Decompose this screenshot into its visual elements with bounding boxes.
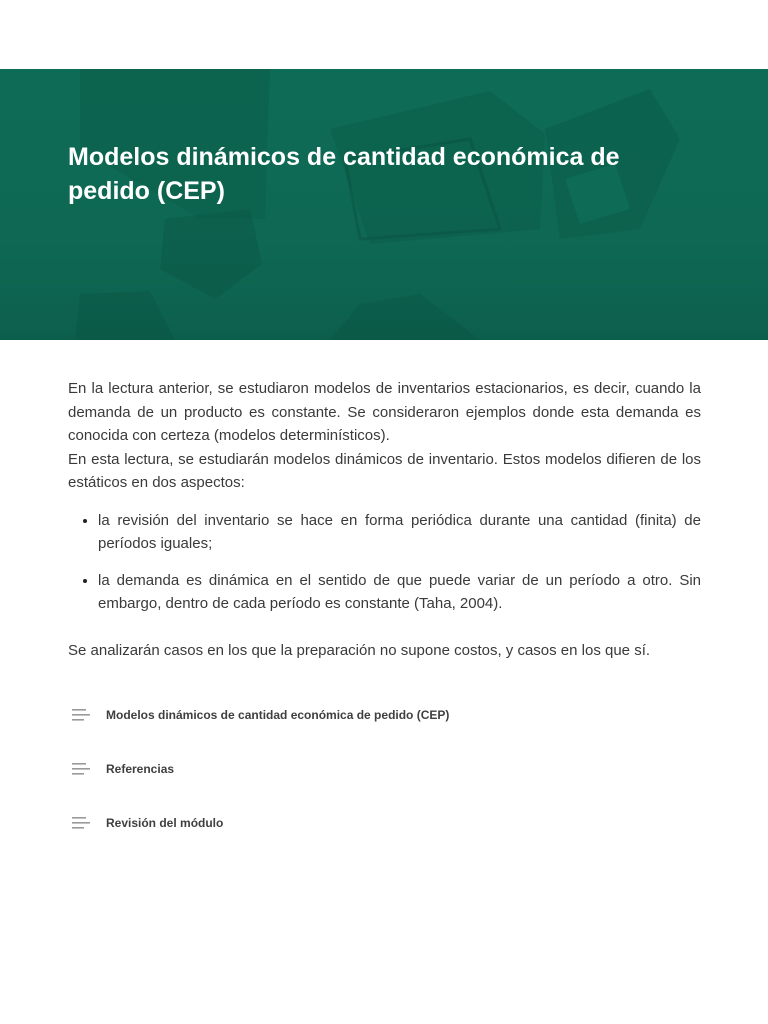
intro-section: [68, 377, 701, 662]
intro-paragraph: En esta lectura, se estudiarán modelos dinámicos de inventario. Estos modelos difieren de los estáticos en dos aspectos:: [68, 450, 701, 491]
toc-item-referencias[interactable]: [72, 754, 672, 784]
intro-paragraph: En la lectura anterior, se estudiaron modelos de inventarios estacionarios, es decir, cuando la demanda de un producto es constante. Se consideraron ejemplos donde esta demanda es conocida con certeza (modelos determinísticos).: [68, 380, 701, 444]
lines-icon: [72, 762, 90, 776]
toc-item-label: Referencias: [106, 762, 175, 776]
lines-icon: [72, 816, 90, 830]
list-item: • la revisión del inventario se hace en forma periódica durante una cantidad (finita) de períodos iguales;: [98, 509, 701, 556]
closing-paragraph: Se analizarán casos en los que la preparación no supone costos, y casos en los que sí.: [68, 641, 651, 659]
hero-banner: [0, 69, 768, 340]
lines-icon: [72, 708, 90, 722]
aspects-list: [68, 509, 701, 616]
list-item: • la demanda es dinámica en el sentido de que puede variar de un período a otro. Sin embargo, dentro de cada período es constante (Taha, 2004).: [98, 569, 701, 616]
table-of-contents: [72, 700, 672, 862]
page-title: Modelos dinámicos de cantidad económica de pedido (CEP): [68, 143, 620, 205]
toc-item-revision[interactable]: [72, 808, 672, 838]
toc-item-label: Revisión del módulo: [106, 816, 224, 830]
toc-item-modelos[interactable]: [72, 700, 672, 730]
toc-item-label: Modelos dinámicos de cantidad económica de pedido (CEP): [106, 708, 450, 722]
